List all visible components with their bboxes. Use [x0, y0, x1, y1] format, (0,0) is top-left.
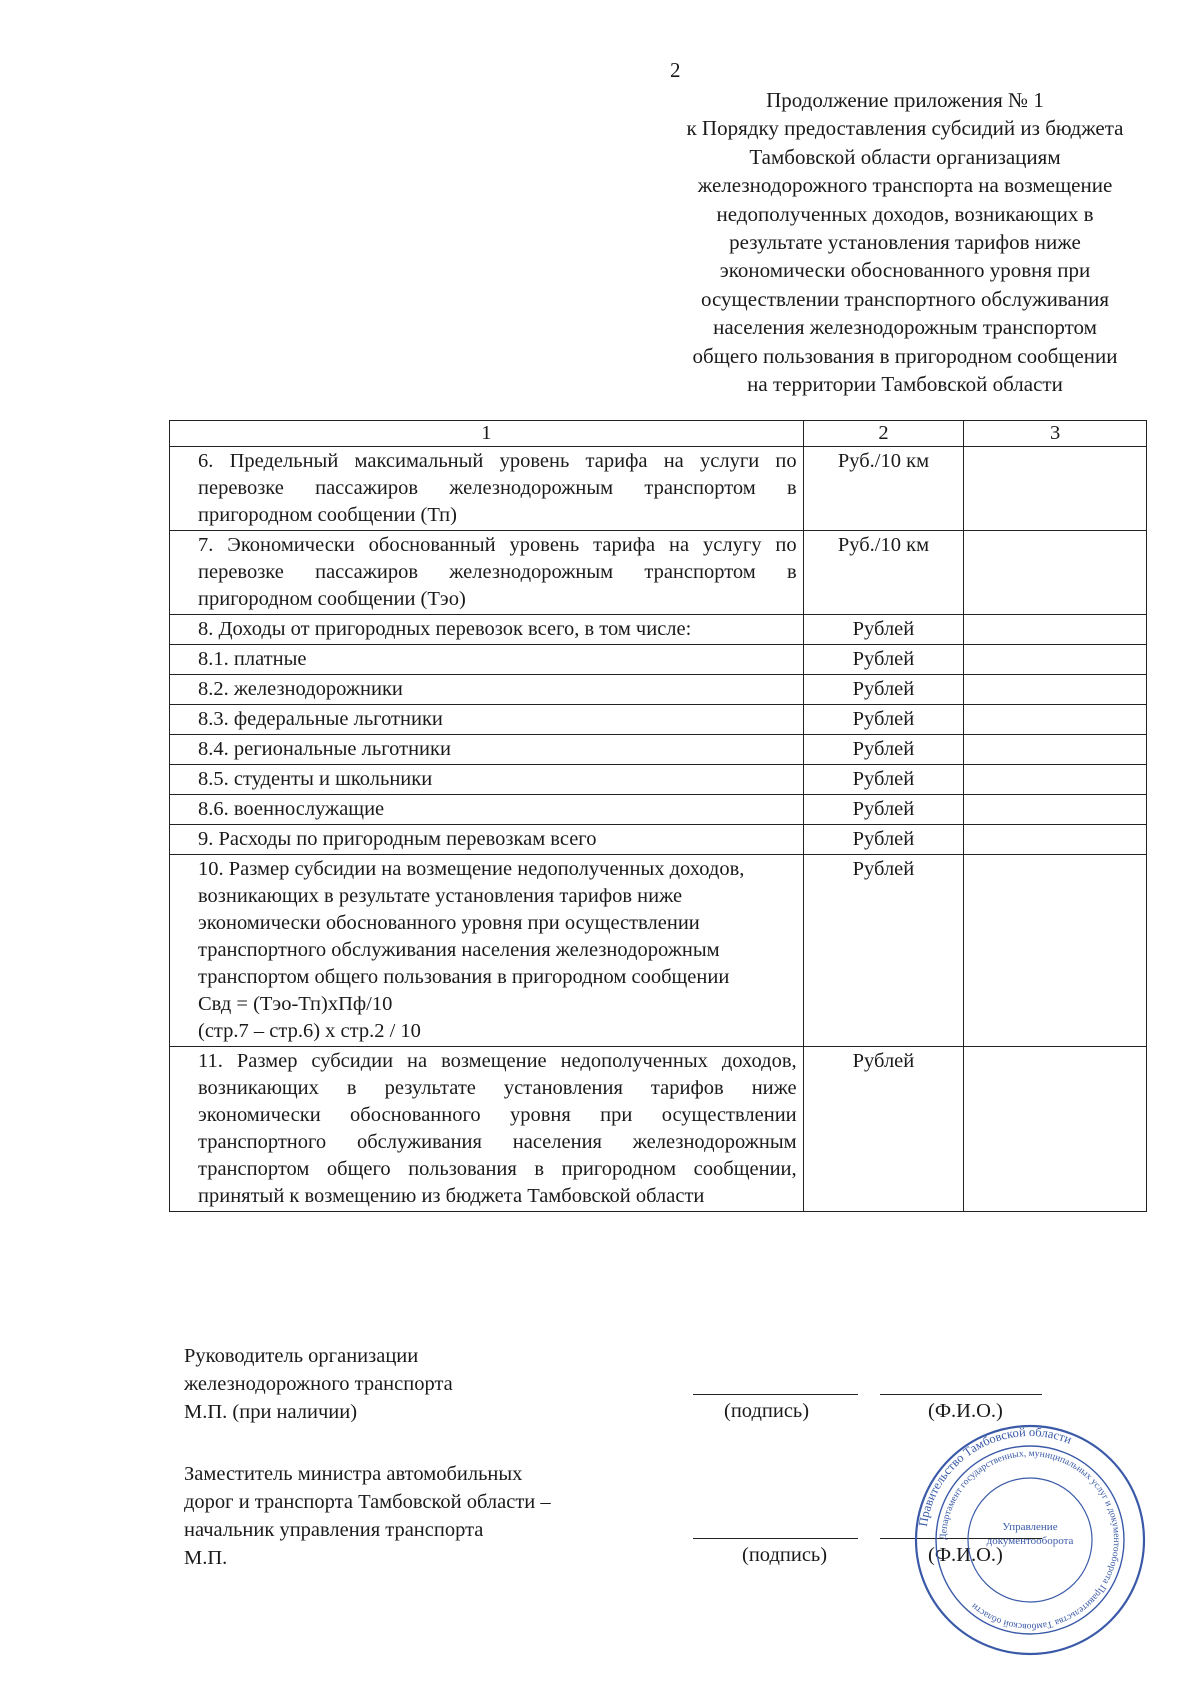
row-unit: Руб./10 км	[803, 447, 964, 531]
row-value	[964, 1047, 1147, 1212]
row-description: 8. Доходы от пригородных перевозок всего, в том числе:	[170, 615, 804, 645]
row-value	[964, 447, 1147, 531]
column-header: 1	[170, 421, 804, 447]
signer-title-line: дорог и транспорта Тамбовской области –	[184, 1491, 551, 1513]
column-header: 2	[803, 421, 964, 447]
table-row	[170, 615, 1147, 645]
signature-line	[693, 1394, 858, 1395]
table-row	[170, 645, 1147, 675]
signer-title-line: М.П. (при наличии)	[184, 1401, 358, 1423]
table-header-row	[170, 421, 1147, 447]
org-head-signature-block	[184, 1342, 453, 1426]
row-unit: Рублей	[803, 765, 964, 795]
row-value	[964, 825, 1147, 855]
row-text: 7. Экономически обоснованный уровень тарифа на услугу по перевозке пассажиров железнодорожным транспортом в пригородном сообщении (Тэо)	[198, 534, 797, 610]
signer-title-line: М.П.	[184, 1547, 228, 1569]
name-caption: (Ф.И.О.)	[928, 1400, 1003, 1422]
appendix-header	[640, 86, 1170, 398]
row-value	[964, 765, 1147, 795]
signer-title-line: Руководитель организации	[184, 1345, 419, 1367]
row-description: 8.3. федеральные льготники	[170, 705, 804, 735]
row-value	[964, 855, 1147, 1047]
row-unit: Рублей	[803, 825, 964, 855]
header-line: к Порядку предоставления субсидий из бюджета	[686, 116, 1124, 141]
row-value	[964, 705, 1147, 735]
row-description: 8.4. региональные льготники	[170, 735, 804, 765]
row-unit: Рублей	[803, 705, 964, 735]
row-unit: Руб./10 км	[803, 531, 964, 615]
subsidy-formula: Свд = (Тэо-Тп)хПф/10	[198, 993, 393, 1015]
header-line: общего пользования в пригородном сообщении	[692, 343, 1118, 368]
row-unit: Рублей	[803, 735, 964, 765]
table-row	[170, 675, 1147, 705]
header-line: населения железнодорожным транспортом	[713, 315, 1097, 340]
table-row	[170, 705, 1147, 735]
table-row	[170, 531, 1147, 615]
row-description: 8.6. военнослужащие	[170, 795, 804, 825]
header-line: результате установления тарифов ниже	[729, 230, 1081, 255]
signature-caption: (подпись)	[724, 1400, 810, 1422]
signature-line	[693, 1538, 858, 1539]
row-description	[170, 447, 804, 531]
row-value	[964, 675, 1147, 705]
row-description	[170, 855, 804, 1047]
row-value	[964, 645, 1147, 675]
stamp-outer-textpath: Правительство Тамбовской области	[915, 1424, 1074, 1528]
table-row	[170, 1047, 1147, 1212]
official-stamp	[912, 1422, 1148, 1658]
signature-caption: (подпись)	[742, 1544, 828, 1566]
row-unit: Рублей	[803, 855, 964, 1047]
row-value	[964, 735, 1147, 765]
header-line: на территории Тамбовской области	[747, 372, 1063, 397]
row-unit: Рублей	[803, 1047, 964, 1212]
header-line: Тамбовской области организациям	[749, 144, 1061, 169]
header-line: железнодорожного транспорта на возмещение	[697, 173, 1113, 198]
row-unit: Рублей	[803, 795, 964, 825]
table-row	[170, 735, 1147, 765]
row-unit: Рублей	[803, 675, 964, 705]
row-description: 8.2. железнодорожники	[170, 675, 804, 705]
stamp-center-text: Управление документооборота	[986, 1521, 1074, 1547]
table-row	[170, 855, 1147, 1047]
name-caption: (Ф.И.О.)	[928, 1544, 1003, 1566]
row-unit: Рублей	[803, 615, 964, 645]
column-header: 3	[964, 421, 1147, 447]
deputy-minister-signature-block	[184, 1460, 551, 1572]
name-line	[880, 1394, 1042, 1395]
header-line: осуществлении транспортного обслуживания	[700, 286, 1110, 311]
table-row	[170, 825, 1147, 855]
row-value	[964, 795, 1147, 825]
row-value	[964, 531, 1147, 615]
page-number: 2	[670, 58, 681, 82]
subsidy-calculation-table	[169, 420, 1147, 1212]
stamp-middle-textpath: Департамент государственных, муниципальных услуг и документооборота Правительства Тамбовской области	[937, 1447, 1123, 1633]
stamp-center	[982, 1520, 1078, 1564]
header-line: экономически обоснованного уровня при	[719, 258, 1091, 283]
table-row	[170, 765, 1147, 795]
header-line: недополученных доходов, возникающих в	[716, 201, 1094, 226]
row-unit: Рублей	[803, 645, 964, 675]
row-text: 10. Размер субсидии на возмещение недополученных доходов, возникающих в результате установления тарифов ниже экономически обоснованного уровня при осуществлении транспортного обслуживания населения железнодорожным транспортом общего пользования в пригородном сообщении	[198, 858, 745, 988]
signer-title-line: Заместитель министра автомобильных	[184, 1463, 523, 1485]
row-description: 11. Размер субсидии на возмещение недополученных доходов, возникающих в результате установления тарифов ниже экономически обоснованного уровня при осуществлении транспортного обслуживания населения железнодорожным транспортом общего пользования в пригородном сообщении, принятый к возмещению из бюджета Тамбовской области	[170, 1047, 804, 1212]
subsidy-formula-note: (стр.7 – стр.6) х стр.2 / 10	[198, 1020, 421, 1042]
signer-title-line: начальник управления транспорта	[184, 1519, 484, 1541]
row-description: 9. Расходы по пригородным перевозкам всего	[170, 825, 804, 855]
signer-title-line: железнодорожного транспорта	[184, 1373, 453, 1395]
table-row	[170, 795, 1147, 825]
row-description: 8.5. студенты и школьники	[170, 765, 804, 795]
row-description: 8.1. платные	[170, 645, 804, 675]
header-line: Продолжение приложения № 1	[766, 88, 1044, 112]
row-text: 6. Предельный максимальный уровень тарифа на услуги по перевозке пассажиров железнодорожным транспортом в пригородном сообщении (Тп)	[198, 450, 797, 526]
table-row	[170, 447, 1147, 531]
row-value	[964, 615, 1147, 645]
row-description	[170, 531, 804, 615]
